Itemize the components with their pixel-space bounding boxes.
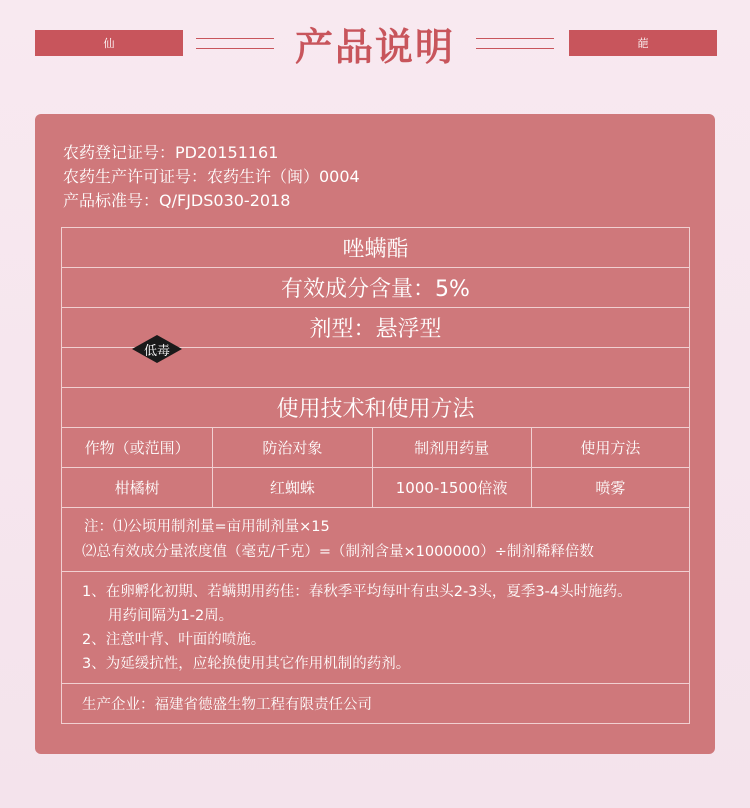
header-double-line-left xyxy=(196,38,274,49)
cell-target: 红蜘蛛 xyxy=(213,468,372,507)
note-1: 注：⑴公顷用制剂量=亩用制剂量×15 xyxy=(84,518,330,535)
product-name: 唑螨酯 xyxy=(342,237,409,262)
column-header-crop: 作物（或范围） xyxy=(62,428,213,467)
cell-dosage: 1000-1500倍液 xyxy=(373,468,532,507)
toxicity-label: 低毒 xyxy=(143,343,170,359)
cell-method: 喷雾 xyxy=(595,479,626,497)
table-header-row xyxy=(62,428,689,468)
instructions-section xyxy=(62,572,689,684)
header-tag-left xyxy=(35,30,183,56)
usage-title-row xyxy=(62,388,689,428)
note-2: ⑵总有效成分量浓度值（毫克/千克）=（制剂含量×1000000）÷制剂稀释倍数 xyxy=(82,543,594,560)
header-tag-right-text: 葩 xyxy=(637,37,649,50)
page-title: 产品说明 xyxy=(294,25,455,69)
column-header-dosage: 制剂用药量 xyxy=(373,428,532,467)
column-header-target: 防治对象 xyxy=(213,428,372,467)
formulation: 剂型：悬浮型 xyxy=(309,317,442,342)
instruction-3: 3、为延缓抗性，应轮换使用其它作用机制的药剂。 xyxy=(82,655,411,672)
instruction-2: 2、注意叶背、叶面的喷施。 xyxy=(82,631,266,648)
toxicity-badge xyxy=(131,334,183,364)
column-header-method: 使用方法 xyxy=(580,439,641,457)
production-license: 农药生产许可证号：农药生许（闽）0004 xyxy=(63,167,360,186)
active-content: 有效成分含量：5% xyxy=(281,277,470,302)
header-tag-left-text: 仙 xyxy=(103,37,115,50)
product-standard: 产品标准号：Q/FJDS030-2018 xyxy=(63,191,291,210)
usage-title: 使用技术和使用方法 xyxy=(276,397,475,422)
header-tag-right xyxy=(569,30,717,56)
content-row xyxy=(62,268,689,308)
registration-number: 农药登记证号：PD20151161 xyxy=(63,143,279,162)
instruction-1: 1、在卵孵化初期、若螨期用药佳：春秋季平均每叶有虫头2-3头，夏季3-4头时施药。 xyxy=(82,583,632,600)
cell-crop: 柑橘树 xyxy=(62,468,213,507)
manufacturer: 生产企业：福建省德盛生物工程有限责任公司 xyxy=(82,697,372,713)
table-row xyxy=(62,468,689,508)
product-name-row xyxy=(62,228,689,268)
header-double-line-right xyxy=(476,38,554,49)
product-table xyxy=(61,227,690,724)
instruction-1-continued: 用药间隔为1-2周。 xyxy=(108,607,234,624)
notes-section xyxy=(62,508,689,572)
